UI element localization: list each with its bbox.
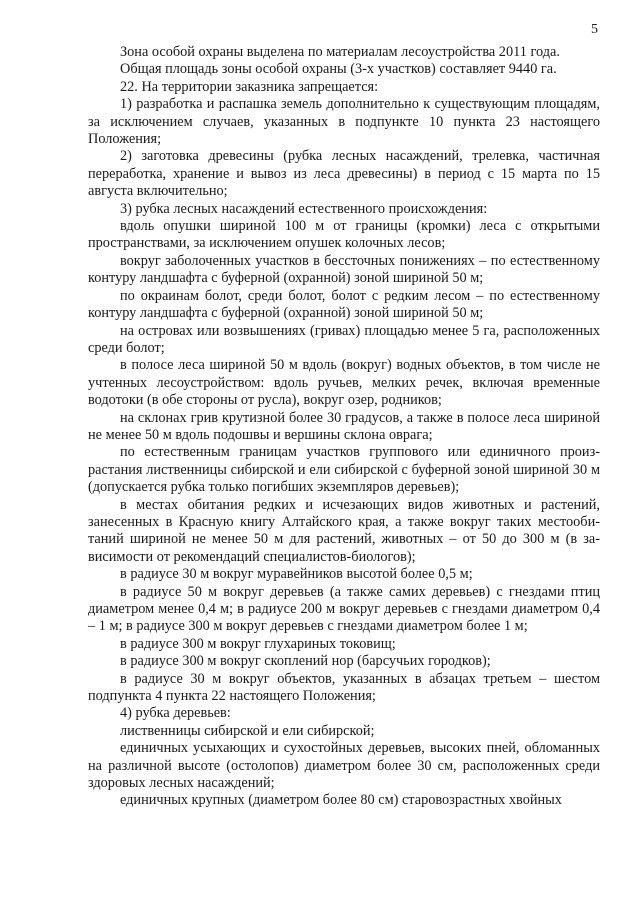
paragraph: на склонах грив крутизной более 30 градусов, а также в полосе леса шириной не менее 50 м вдоль подошвы и вершины склона оврага; <box>88 409 600 443</box>
page-number: 5 <box>591 22 598 37</box>
paragraph: в местах обитания редких и исчезающих видов животных и растений, занесенных в Красную книгу Алтайского края, а также вокруг таких местообитаний шириной не менее 50 м для растений, животных – от 50 до 300 м (в зависимости от рекомендаций специалистов-биологов); <box>88 496 600 565</box>
paragraph: лиственницы сибирской и ели сибирской; <box>120 722 375 739</box>
paragraph: вдоль опушки шириной 100 м от границы (кромки) леса с открытыми пространствами, за исключением опушек колочных лесов; <box>88 218 600 252</box>
paragraph: Общая площадь зоны особой охраны (3-х участков) составляет 9440 га. <box>120 61 557 78</box>
paragraph: 2) заготовка древесины (рубка лесных насаждений, трелевка, частичная переработка, хранение и вывоз из леса древесины) в период с 15 марта по 15 августа включительно; <box>88 148 600 200</box>
paragraph: по естественным границам участков группового или единичного произрастания лиственницы сибирской и ели сибирской с буферной зоной шириной 30 м (допускается рубка только погибших экземпляров деревьев); <box>88 444 600 496</box>
paragraph: 1) разработка и распашка земель дополнительно к существующим площадям, за исключением случаев, указанных в подпункте 10 пункта 23 настоящего Положения; <box>88 96 600 148</box>
paragraph: на островах или возвышениях (гривах) площадью менее 5 га, расположенных среди болот; <box>88 322 600 356</box>
paragraph: в полосе леса шириной 50 м вдоль (вокруг) водных объектов, в том числе не учтенных лесоустройством: вдоль ручьев, мелких речек, включая временные водотоки (в обе стороны от русла), вокруг озер, родников; <box>88 357 600 409</box>
paragraph: в радиусе 50 м вокруг деревьев (а также самих деревьев) с гнездами птиц диаметром менее 0,4 м; в радиусе 200 м вокруг деревьев с гнездами диаметром 0,4 – 1 м; в радиусе 300 м вокруг деревьев с гнездами диаметром более 1 м; <box>88 583 600 635</box>
paragraph: 22. На территории заказника запрещается: <box>120 78 379 95</box>
document-body <box>88 44 600 810</box>
paragraph: в радиусе 30 м вокруг объектов, указанных в абзацах третьем – шестом подпункта 4 пункта 22 настоящего Положения; <box>88 670 600 705</box>
paragraph: в радиусе 300 м вокруг скоплений нор (барсучьих городков); <box>120 653 491 670</box>
paragraph: в радиусе 30 м вокруг муравейников высотой более 0,5 м; <box>120 566 473 583</box>
paragraph: 4) рубка деревьев: <box>120 705 231 722</box>
paragraph: 3) рубка лесных насаждений естественного происхождения: <box>120 200 488 217</box>
paragraph: вокруг заболоченных участков в бессточных понижениях – по естественному контуру ландшафта с буферной (охранной) зоной шириной 50 м; <box>88 252 600 287</box>
paragraph: единичных крупных (диаметром более 80 см) старовозрастных хвойных <box>120 792 562 809</box>
paragraph: единичных усыхающих и сухостойных деревьев, высоких пней, обломанных на различной высоте (остолопов) диаметром более 30 см, расположенных среди здоровых лесных насаждений; <box>88 740 600 792</box>
paragraph: в радиусе 300 м вокруг глухариных токовищ; <box>120 635 396 652</box>
paragraph: по окраинам болот, среди болот, болот с редким лесом – по естественному контуру ландшафта с буферной (охранной) зоной шириной 50 м; <box>88 287 600 322</box>
paragraph: Зона особой охраны выделена по материалам лесоустройства 2011 года. <box>120 44 560 60</box>
